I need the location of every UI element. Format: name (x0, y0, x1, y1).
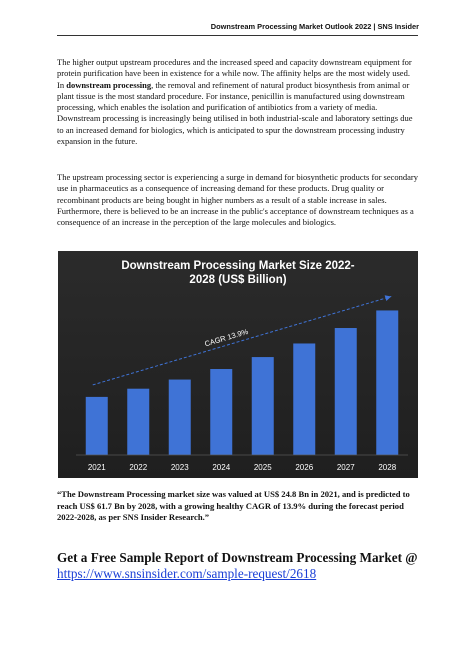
sample-report-cta (57, 550, 437, 582)
x-tick-label-2024: 2024 (212, 463, 231, 472)
chart-title-line-1: Downstream Processing Market Size 2022- (121, 260, 355, 272)
bar-2024 (210, 369, 232, 455)
bar-2025 (252, 357, 274, 455)
cta-text: Get a Free Sample Report of Downstream Processing Market @ (57, 550, 418, 565)
market-size-chart (58, 251, 418, 478)
intro-text-start: The higher output upstream procedures and the increased speed and capacity downstream equipment for protein purification have been in existence for a while now. The affinity helps are the most widely used. In (57, 57, 412, 90)
cagr-annotation: CAGR 13.9% (203, 326, 250, 349)
market-quote: “The Downstream Processing market size was valued at US$ 24.8 Bn in 2021, and is predicted to reach US$ 61.7 Bn by 2028, with a growing healthy CAGR of 13.9% during the forecast period 2022-2028, as per SNS Insider Research.” (57, 489, 410, 522)
x-tick-label-2026: 2026 (295, 463, 314, 472)
intro-paragraph (57, 57, 419, 147)
chart-x-axis-labels (88, 463, 397, 472)
sample-request-link[interactable]: https://www.snsinsider.com/sample-request/2618 (57, 566, 317, 581)
chart-title-line-2: 2028 (US$ Billion) (189, 274, 287, 286)
x-tick-label-2022: 2022 (129, 463, 148, 472)
x-tick-label-2021: 2021 (87, 463, 106, 472)
cagr-arrow-head (385, 295, 392, 301)
bar-2022 (127, 389, 149, 455)
x-tick-label-2027: 2027 (336, 463, 355, 472)
bar-2028 (376, 310, 398, 455)
bold-keyword: downstream processing (66, 79, 152, 90)
bar-2023 (169, 380, 191, 455)
chart-svg (58, 251, 418, 478)
header-divider (57, 35, 418, 36)
bar-2021 (86, 397, 108, 455)
intro-text-end: , the removal and refinement of natural product biosynthesis from animal or plant tissue is the most standard procedure. For instance, penicillin is manufactured using downstream processing, which enables the isolation and purification of antibiotics from a variety of media. Downstream processing is increasingly being utilised in both industrial-scale and laboratory settings due to an increased demand for biologics, which is anticipated to spur the downstream processing industry expansion in the future. (57, 79, 413, 147)
page-header: Downstream Processing Market Outlook 2022 | SNS Insider (210, 22, 419, 31)
x-tick-label-2028: 2028 (378, 463, 397, 472)
bar-2026 (293, 343, 315, 455)
x-tick-label-2025: 2025 (253, 463, 272, 472)
x-tick-label-2023: 2023 (170, 463, 189, 472)
bar-2027 (335, 328, 357, 455)
upstream-paragraph: The upstream processing sector is experiencing a surge in demand for biosynthetic products for secondary use in pharmaceutics as a consequence of increasing demand for these products. Drug quality or recombinant products are being bought in higher numbers as a result of a stable increase in sales. Furthermore, there is believed to be an increase in the public's acceptance of downstream techniques as a consequence of an increase in the perception of the large molecules and biologics. (57, 172, 418, 228)
